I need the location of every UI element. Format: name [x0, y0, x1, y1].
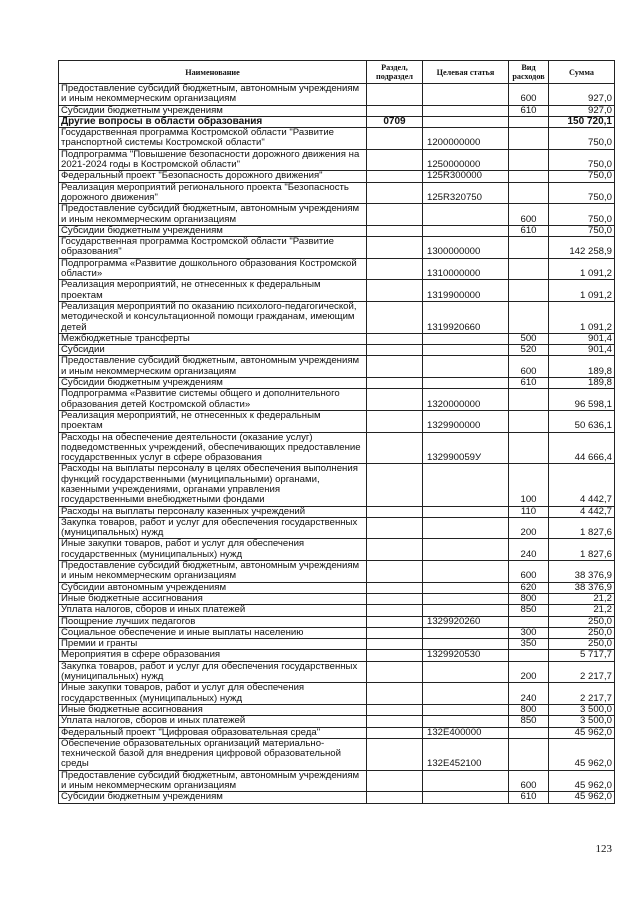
header-name: Наименование [59, 61, 367, 84]
row-sum: 45 962,0 [549, 770, 615, 792]
row-name: Предоставление субсидий бюджетным, автономным учреждениям и иным некоммерческим организациям [59, 356, 367, 378]
table-row [59, 716, 615, 727]
row-name: Закупка товаров, работ и услуг для обеспечения государственных (муниципальных) нужд [59, 661, 367, 683]
row-section [367, 301, 423, 333]
table-row [59, 258, 615, 280]
budget-table [58, 60, 615, 804]
row-sum: 750,0 [549, 225, 615, 236]
row-section [367, 792, 423, 803]
table-row [59, 237, 615, 259]
row-name: Субсидии автономным учреждениям [59, 582, 367, 593]
row-expense [509, 258, 549, 280]
table-row [59, 204, 615, 226]
table-row [59, 506, 615, 517]
row-target [423, 378, 509, 389]
row-sum: 901,4 [549, 345, 615, 356]
row-section [367, 237, 423, 259]
table-header [59, 61, 615, 84]
row-target [423, 539, 509, 561]
row-section [367, 410, 423, 432]
table-row [59, 627, 615, 638]
table-row [59, 561, 615, 583]
row-expense [509, 727, 549, 738]
table-row [59, 345, 615, 356]
row-expense: 610 [509, 105, 549, 116]
row-section [367, 605, 423, 616]
row-target [423, 661, 509, 683]
page-number: 123 [595, 843, 612, 855]
row-name: Мероприятия в сфере образования [59, 650, 367, 661]
row-target [423, 561, 509, 583]
row-sum: 44 666,4 [549, 432, 615, 464]
row-section [367, 333, 423, 344]
row-expense: 200 [509, 517, 549, 539]
table-row [59, 704, 615, 715]
row-expense [509, 280, 549, 302]
row-name: Субсидии [59, 345, 367, 356]
row-sum: 38 376,9 [549, 561, 615, 583]
table-row [59, 605, 615, 616]
row-section [367, 561, 423, 583]
row-section: 0709 [367, 116, 423, 127]
table-row [59, 582, 615, 593]
row-name: Премии и гранты [59, 639, 367, 650]
row-name: Субсидии бюджетным учреждениям [59, 225, 367, 236]
row-target [423, 582, 509, 593]
row-sum: 45 962,0 [549, 727, 615, 738]
row-target: 1329920530 [423, 650, 509, 661]
row-name: Расходы на выплаты персоналу казенных учреждений [59, 506, 367, 517]
row-name: Межбюджетные трансферты [59, 333, 367, 344]
row-name: Государственная программа Костромской области "Развитие транспортной системы Костромской области" [59, 128, 367, 150]
row-name: Предоставление субсидий бюджетным, автономным учреждениям и иным некоммерческим организациям [59, 770, 367, 792]
row-target: 132E400000 [423, 727, 509, 738]
row-name: Федеральный проект "Безопасность дорожного движения" [59, 171, 367, 182]
row-target [423, 593, 509, 604]
row-target: 1329900000 [423, 410, 509, 432]
row-expense: 600 [509, 204, 549, 226]
row-section [367, 582, 423, 593]
row-target [423, 105, 509, 116]
table-row [59, 738, 615, 770]
row-name: Расходы на выплаты персоналу в целях обеспечения выполнения функций государственными (муниципальными) органами, казенными учреждениями, органами управления государственными внебюджетными фондами [59, 464, 367, 506]
row-sum: 189,8 [549, 356, 615, 378]
row-section [367, 727, 423, 738]
row-section [367, 506, 423, 517]
row-sum: 750,0 [549, 149, 615, 171]
row-sum: 45 962,0 [549, 738, 615, 770]
row-name: Субсидии бюджетным учреждениям [59, 792, 367, 803]
row-expense: 520 [509, 345, 549, 356]
row-target [423, 605, 509, 616]
row-target [423, 333, 509, 344]
row-sum: 96 598,1 [549, 389, 615, 411]
row-target: 125R320750 [423, 182, 509, 204]
row-sum: 250,0 [549, 627, 615, 638]
row-section [367, 464, 423, 506]
table-body [59, 84, 615, 804]
row-name: Иные бюджетные ассигнования [59, 704, 367, 715]
row-section [367, 616, 423, 627]
table-row [59, 650, 615, 661]
row-expense: 240 [509, 539, 549, 561]
row-sum: 927,0 [549, 105, 615, 116]
row-section [367, 770, 423, 792]
row-section [367, 627, 423, 638]
row-name: Предоставление субсидий бюджетным, автономным учреждениям и иным некоммерческим организациям [59, 204, 367, 226]
row-section [367, 84, 423, 106]
row-target: 1329920260 [423, 616, 509, 627]
row-section [367, 149, 423, 171]
row-expense [509, 237, 549, 259]
row-expense [509, 171, 549, 182]
row-sum: 750,0 [549, 182, 615, 204]
row-sum: 4 442,7 [549, 506, 615, 517]
row-target [423, 345, 509, 356]
row-target [423, 506, 509, 517]
row-sum: 21,2 [549, 605, 615, 616]
row-name: Предоставление субсидий бюджетным, автономным учреждениям и иным некоммерческим организациям [59, 561, 367, 583]
row-sum: 1 827,6 [549, 539, 615, 561]
row-target: 1300000000 [423, 237, 509, 259]
row-section [367, 128, 423, 150]
row-sum: 142 258,9 [549, 237, 615, 259]
row-expense: 350 [509, 639, 549, 650]
table-row [59, 464, 615, 506]
row-section [367, 389, 423, 411]
table-row [59, 116, 615, 127]
table-row [59, 301, 615, 333]
row-target [423, 116, 509, 127]
row-sum: 927,0 [549, 84, 615, 106]
row-section [367, 225, 423, 236]
row-name: Государственная программа Костромской области "Развитие образования" [59, 237, 367, 259]
table-row [59, 727, 615, 738]
row-target [423, 716, 509, 727]
header-section: Раздел, подраздел [367, 61, 423, 84]
row-expense [509, 738, 549, 770]
row-expense [509, 432, 549, 464]
row-name: Подпрограмма «Развитие системы общего и дополнительного образования детей Костромской области» [59, 389, 367, 411]
table-row [59, 356, 615, 378]
row-target [423, 204, 509, 226]
row-section [367, 432, 423, 464]
row-expense: 610 [509, 792, 549, 803]
row-section [367, 738, 423, 770]
row-name: Другие вопросы в области образования [59, 116, 367, 127]
table-row [59, 182, 615, 204]
row-target [423, 627, 509, 638]
row-section [367, 593, 423, 604]
row-section [367, 716, 423, 727]
row-target [423, 792, 509, 803]
table-row [59, 171, 615, 182]
row-section [367, 280, 423, 302]
row-section [367, 182, 423, 204]
row-name: Федеральный проект "Цифровая образовательная среда" [59, 727, 367, 738]
table-row [59, 149, 615, 171]
row-sum: 1 827,6 [549, 517, 615, 539]
row-target [423, 464, 509, 506]
row-sum: 750,0 [549, 171, 615, 182]
table-row [59, 378, 615, 389]
row-name: Реализация мероприятий, не отнесенных к федеральным проектам [59, 280, 367, 302]
row-expense [509, 650, 549, 661]
table-row [59, 517, 615, 539]
row-sum: 3 500,0 [549, 716, 615, 727]
row-sum: 4 442,7 [549, 464, 615, 506]
row-target: 1310000000 [423, 258, 509, 280]
row-target [423, 84, 509, 106]
row-sum: 1 091,2 [549, 301, 615, 333]
row-name: Реализация мероприятий, не отнесенных к федеральным проектам [59, 410, 367, 432]
row-expense: 500 [509, 333, 549, 344]
row-expense: 600 [509, 770, 549, 792]
row-name: Предоставление субсидий бюджетным, автономным учреждениям и иным некоммерческим организациям [59, 84, 367, 106]
row-name: Обеспечение образовательных организаций материально-технической базой для внедрения цифровой образовательной среды [59, 738, 367, 770]
table-row [59, 639, 615, 650]
row-sum: 5 717,7 [549, 650, 615, 661]
row-name: Поощрение лучших педагогов [59, 616, 367, 627]
row-name: Уплата налогов, сборов и иных платежей [59, 605, 367, 616]
row-expense: 240 [509, 683, 549, 705]
row-section [367, 539, 423, 561]
row-name: Иные бюджетные ассигнования [59, 593, 367, 604]
row-sum: 21,2 [549, 593, 615, 604]
table-row [59, 333, 615, 344]
row-expense: 110 [509, 506, 549, 517]
row-name: Иные закупки товаров, работ и услуг для обеспечения государственных (муниципальных) нужд [59, 539, 367, 561]
table-row [59, 593, 615, 604]
row-sum: 150 720,1 [549, 116, 615, 127]
row-sum: 2 217,7 [549, 661, 615, 683]
row-target: 1320000000 [423, 389, 509, 411]
row-expense: 620 [509, 582, 549, 593]
row-name: Уплата налогов, сборов и иных платежей [59, 716, 367, 727]
row-name: Подпрограмма "Повышение безопасности дорожного движения на 2021-2024 годы в Костромской области" [59, 149, 367, 171]
row-sum: 250,0 [549, 639, 615, 650]
row-name: Субсидии бюджетным учреждениям [59, 378, 367, 389]
row-target: 1319920660 [423, 301, 509, 333]
row-section [367, 650, 423, 661]
row-target: 132E452100 [423, 738, 509, 770]
row-section [367, 171, 423, 182]
row-sum: 38 376,9 [549, 582, 615, 593]
table-row [59, 539, 615, 561]
row-expense: 600 [509, 356, 549, 378]
header-sum: Сумма [549, 61, 615, 84]
budget-table-container [58, 60, 614, 804]
row-expense [509, 149, 549, 171]
table-row [59, 410, 615, 432]
table-row [59, 225, 615, 236]
row-sum: 250,0 [549, 616, 615, 627]
row-target [423, 683, 509, 705]
row-section [367, 661, 423, 683]
row-target: 1250000000 [423, 149, 509, 171]
row-expense [509, 616, 549, 627]
row-target [423, 770, 509, 792]
row-sum: 2 217,7 [549, 683, 615, 705]
row-name: Подпрограмма «Развитие дошкольного образования Костромской области» [59, 258, 367, 280]
row-expense: 610 [509, 378, 549, 389]
table-row [59, 389, 615, 411]
row-expense: 610 [509, 225, 549, 236]
row-name: Реализация мероприятий регионального проекта "Безопасность дорожного движения" [59, 182, 367, 204]
row-sum: 45 962,0 [549, 792, 615, 803]
row-name: Закупка товаров, работ и услуг для обеспечения государственных (муниципальных) нужд [59, 517, 367, 539]
row-section [367, 378, 423, 389]
row-expense [509, 182, 549, 204]
row-name: Иные закупки товаров, работ и услуг для обеспечения государственных (муниципальных) нужд [59, 683, 367, 705]
row-name: Реализация мероприятий по оказанию психолого-педагогической, методической и консультационной помощи гражданам, имеющим детей [59, 301, 367, 333]
table-row [59, 105, 615, 116]
row-section [367, 258, 423, 280]
table-row [59, 280, 615, 302]
table-row [59, 770, 615, 792]
table-row [59, 661, 615, 683]
row-target: 132990059У [423, 432, 509, 464]
row-sum: 50 636,1 [549, 410, 615, 432]
table-row [59, 128, 615, 150]
row-expense [509, 389, 549, 411]
row-sum: 189,8 [549, 378, 615, 389]
row-expense: 100 [509, 464, 549, 506]
table-row [59, 683, 615, 705]
row-expense [509, 301, 549, 333]
row-expense: 600 [509, 84, 549, 106]
row-expense [509, 116, 549, 127]
row-section [367, 356, 423, 378]
row-sum: 750,0 [549, 128, 615, 150]
row-expense: 800 [509, 593, 549, 604]
row-name: Социальное обеспечение и иные выплаты населению [59, 627, 367, 638]
row-expense [509, 128, 549, 150]
row-expense: 850 [509, 716, 549, 727]
row-target [423, 704, 509, 715]
row-expense: 850 [509, 605, 549, 616]
row-target: 125R300000 [423, 171, 509, 182]
table-row [59, 792, 615, 803]
row-name: Расходы на обеспечение деятельности (оказание услуг) подведомственных учреждений, обеспечивающих предоставление государственных услуг в сфере образования [59, 432, 367, 464]
row-expense: 300 [509, 627, 549, 638]
row-expense: 800 [509, 704, 549, 715]
table-row [59, 432, 615, 464]
row-expense: 600 [509, 561, 549, 583]
row-section [367, 639, 423, 650]
row-sum: 750,0 [549, 204, 615, 226]
row-target [423, 356, 509, 378]
row-target: 1200000000 [423, 128, 509, 150]
row-section [367, 517, 423, 539]
row-sum: 1 091,2 [549, 258, 615, 280]
row-expense [509, 410, 549, 432]
row-target [423, 225, 509, 236]
row-expense: 200 [509, 661, 549, 683]
table-row [59, 84, 615, 106]
header-expense: Вид расходов [509, 61, 549, 84]
row-section [367, 204, 423, 226]
table-row [59, 616, 615, 627]
row-section [367, 704, 423, 715]
row-target [423, 517, 509, 539]
row-section [367, 105, 423, 116]
row-sum: 901,4 [549, 333, 615, 344]
row-name: Субсидии бюджетным учреждениям [59, 105, 367, 116]
header-target: Целевая статья [423, 61, 509, 84]
row-section [367, 345, 423, 356]
row-section [367, 683, 423, 705]
row-target [423, 639, 509, 650]
row-target: 1319900000 [423, 280, 509, 302]
row-sum: 3 500,0 [549, 704, 615, 715]
row-sum: 1 091,2 [549, 280, 615, 302]
